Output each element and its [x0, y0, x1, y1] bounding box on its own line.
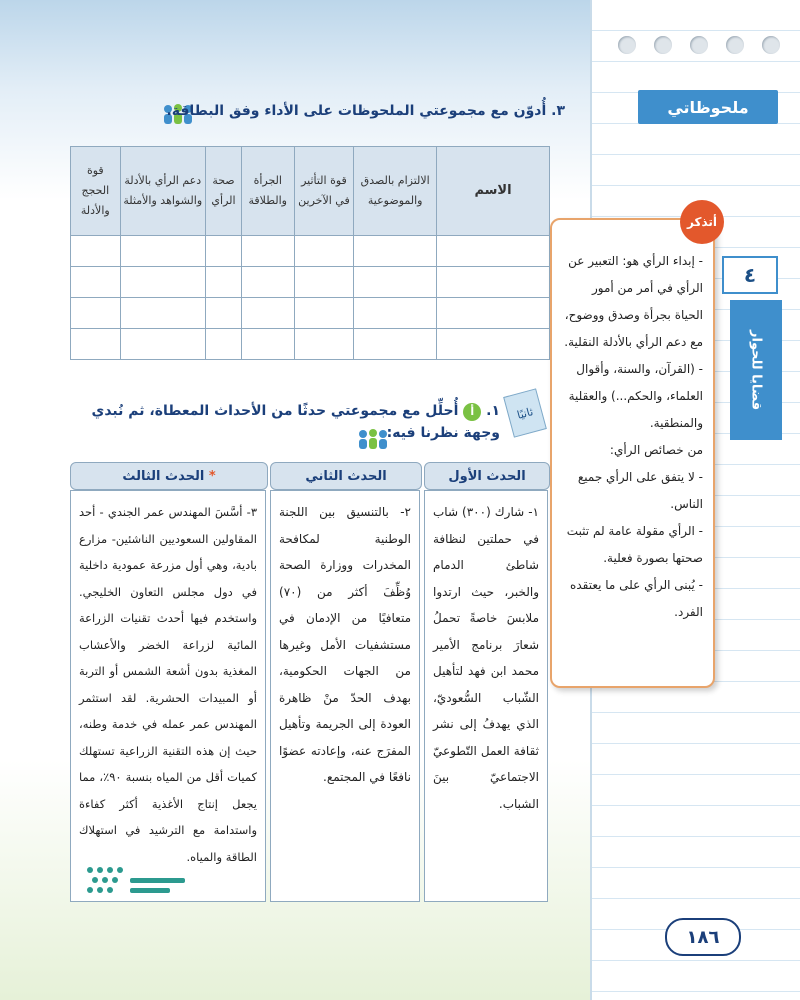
unit-side-label: قضايا للحوار	[730, 300, 782, 440]
binder-hole	[762, 36, 780, 54]
task-3-title: ٣. أُدوّن مع مجموعتي الملحوظات على الأداء وفق البطاقة.	[166, 103, 565, 119]
table-cell[interactable]	[205, 267, 241, 298]
table-cell[interactable]	[294, 298, 354, 329]
table-cell[interactable]	[242, 267, 294, 298]
evaluation-table	[70, 146, 550, 360]
table-header: الاسم	[437, 147, 550, 236]
unit-number: ٤	[722, 256, 778, 294]
table-row	[71, 329, 550, 360]
event-1-header: الحدث الأول	[424, 462, 550, 490]
table-cell[interactable]	[120, 267, 205, 298]
table-cell[interactable]	[354, 236, 437, 267]
event-1-text: ١- شارك (٣٠٠) شاب في حملتين لنظافة شاطئ الدمام والخبر، حيث ارتدوا ملابسَ خاصةً تحملُ شعارَ برنامج الأمير محمد ابن فهد لتأهيل الشّباب السُّعوديّ، الذي يهدفُ إلى نشر ثقافة العمل التّطوعيّ الاجتماعيّ بينَ الشباب.	[424, 490, 548, 902]
table-cell[interactable]	[437, 298, 550, 329]
binder-hole	[618, 36, 636, 54]
table-cell[interactable]	[354, 267, 437, 298]
table-cell[interactable]	[294, 329, 354, 360]
question-number: ١.	[486, 403, 500, 419]
section-badge: ثانيًا	[503, 388, 547, 437]
event-2-header: الحدث الثاني	[270, 462, 422, 490]
table-cell[interactable]	[294, 236, 354, 267]
event-3-title: الحدث الثالث	[122, 468, 205, 484]
reminder-line: - الرأي مقولة عامة لم تثبت صحتها بصورة فعلية.	[566, 524, 703, 565]
table-cell[interactable]	[354, 298, 437, 329]
binder-hole	[726, 36, 744, 54]
table-cell[interactable]	[120, 329, 205, 360]
table-header: قوة الحجج والأدلة	[71, 147, 121, 236]
table-row	[71, 298, 550, 329]
group-icon	[355, 428, 391, 452]
table-header: الالتزام بالصدق والموضوعية	[354, 147, 437, 236]
table-cell[interactable]	[437, 267, 550, 298]
table-cell[interactable]	[437, 329, 550, 360]
table-cell[interactable]	[242, 329, 294, 360]
table-cell[interactable]	[71, 298, 121, 329]
table-row	[71, 267, 550, 298]
reminder-card	[550, 218, 715, 688]
question-circle: أ	[463, 403, 481, 421]
reminder-line: من خصائص الرأي:	[609, 443, 703, 457]
question-1	[80, 400, 500, 444]
binder-hole	[690, 36, 708, 54]
star-mark: *	[208, 468, 216, 484]
table-cell[interactable]	[120, 298, 205, 329]
table-cell[interactable]	[294, 267, 354, 298]
table-header: الجرأة والطلاقة	[242, 147, 294, 236]
table-cell[interactable]	[71, 236, 121, 267]
table-row	[71, 236, 550, 267]
event-3-text: ٣- أسَّسَ المهندس عمر الجندي - أحد المقاولين السعوديين الناشئين- مزارع بادية، وهي أول مزرعة عمودية داخلية في دول مجلس التعاون الخليجي. واستخدم فيها أحدث تقنيات الزراعة المائية لزراعة الخضر والأعشاب المغذية بدون أشعة الشمس أو التربة أو المبيدات الحشرية. لقد استثمر المهندس عمر عمله في خدمة وطنه، حيث إن هذه التقنية الزراعية تستهلك كميات أقل من المياه بنسبة ٩٠٪، مما يجعل إنتاج الأغذية أكثر كفاءة واستدامة مع الترشيد في استهلاك الطاقة والمياه.	[70, 490, 266, 902]
table-cell[interactable]	[242, 298, 294, 329]
table-cell[interactable]	[120, 236, 205, 267]
table-cell[interactable]	[354, 329, 437, 360]
table-header: دعم الرأي بالأدلة والشواهد والأمثلة	[120, 147, 205, 236]
reminder-line: - إبداء الرأي هو: التعبير عن الرأي في أمر من أمور الحياة بجرأة وصدق ووضوح، مع دعم الرأي بالأدلة النقلية.	[564, 254, 703, 349]
table-cell[interactable]	[71, 267, 121, 298]
event-2-text: ٢- بالتنسيق بين اللجنة الوطنية لمكافحة المخدرات ووزارة الصحة وُظِّفَ أكثر من (٧٠) متعافيًا من الإدمان في مستشفيات الأمل وغيرها من الجهات الحكومية، بهدف الحدّ منْ ظاهرة العودة إلى الجريمة وتأهيل المفرَج عنه، وإعادته عضوًا نافعًا في المجتمع.	[270, 490, 420, 902]
table-cell[interactable]	[205, 236, 241, 267]
question-text: أُحلِّل مع مجموعتي حدثًا من الأحداث المعطاة، ثم نُبدي وجهة نظرنا فيه:	[91, 403, 500, 441]
reminder-line: - لا يتفق على الرأي جميع الناس.	[577, 470, 703, 511]
binder-hole	[654, 36, 672, 54]
reminder-badge: أتذكر	[680, 200, 724, 244]
table-cell[interactable]	[437, 236, 550, 267]
event-3-header	[70, 462, 268, 490]
table-cell[interactable]	[205, 329, 241, 360]
table-cell[interactable]	[205, 298, 241, 329]
table-cell[interactable]	[71, 329, 121, 360]
table-header: صحة الرأي	[205, 147, 241, 236]
table-cell[interactable]	[242, 236, 294, 267]
ministry-logo	[80, 858, 190, 908]
page-number: ١٨٦	[665, 918, 741, 956]
table-header: قوة التأثير في الآخرين	[294, 147, 354, 236]
reminder-line: - يُبنى الرأي على ما يعتقده الفرد.	[570, 578, 703, 619]
reminder-line: - (القرآن، والسنة، وأقوال العلماء، والحكم...) والعقلية والمنطقية.	[568, 362, 703, 430]
notes-tab: ملحوظاتي	[638, 90, 778, 124]
